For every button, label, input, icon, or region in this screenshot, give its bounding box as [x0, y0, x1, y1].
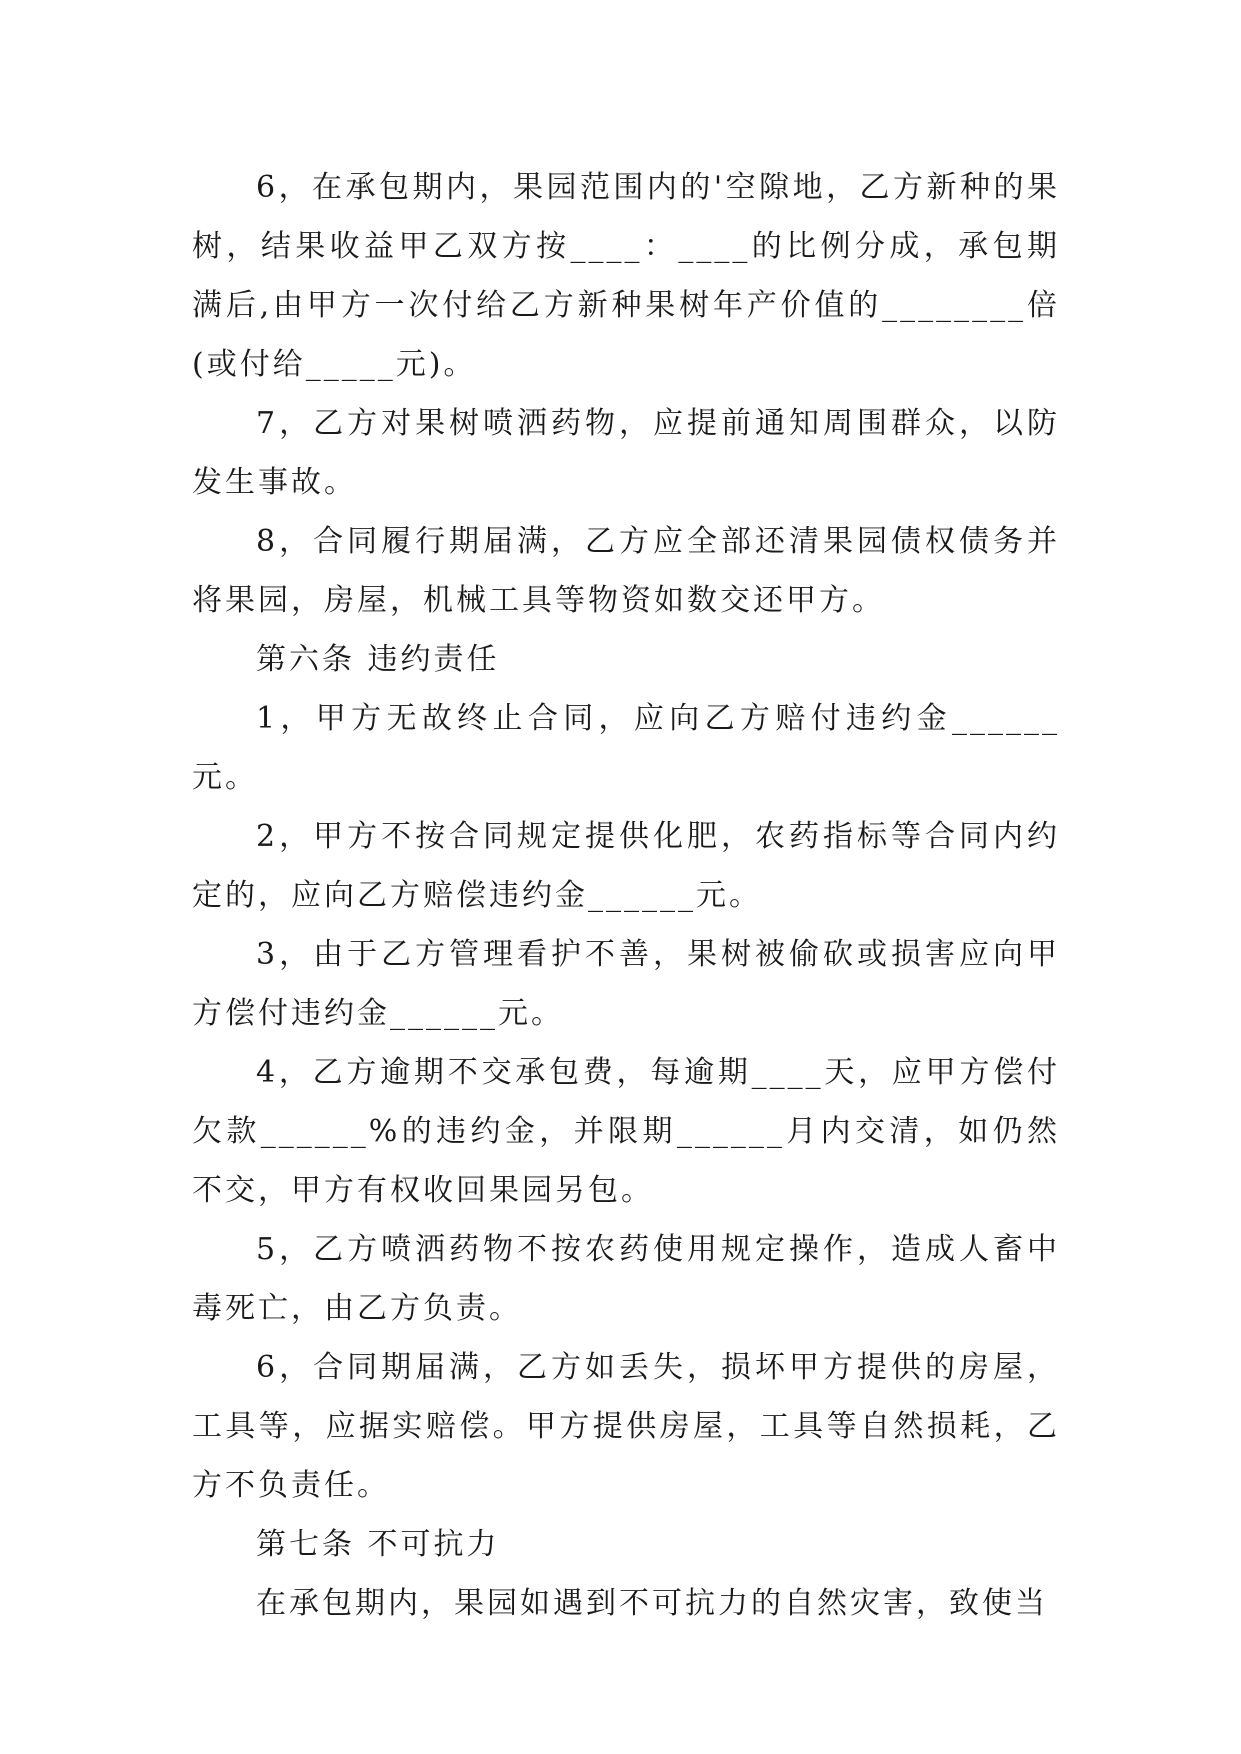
clause-6-4: 4，乙方逾期不交承包费，每逾期____天，应甲方偿付欠款______%的违约金，并限期______月内交清，如仍然不交，甲方有权收回果园另包。 [192, 1055, 1060, 1208]
clause-6-1: 1，甲方无故终止合同，应向乙方赔付违约金______元。 [192, 701, 1060, 795]
article-6-heading: 第六条 违约责任 [256, 642, 500, 677]
clause-5-8: 8，合同履行期届满，乙方应全部还清果园债权债务并将果园，房屋，机械工具等物资如数交还甲方。 [192, 524, 1060, 618]
article-7-heading: 第七条 不可抗力 [256, 1527, 500, 1562]
clause-5-7: 7，乙方对果树喷洒药物，应提前通知周围群众，以防发生事故。 [192, 406, 1060, 500]
clause-5-6: 6，在承包期内，果园范围内的'空隙地，乙方新种的果树，结果收益甲乙双方按____：____的比例分成，承包期满后,由甲方一次付给乙方新种果树年产价值的________倍(或付给_____元)。 [192, 170, 1060, 382]
clause-7-text: 在承包期内，果园如遇到不可抗力的自然灾害，致使当 [256, 1586, 1048, 1621]
clause-6-2: 2，甲方不按合同规定提供化肥，农药指标等合同内约定的，应向乙方赔偿违约金______元。 [192, 819, 1060, 913]
clause-6-5: 5，乙方喷洒药物不按农药使用规定操作，造成人畜中毒死亡，由乙方负责。 [192, 1232, 1060, 1326]
clause-6-6: 6，合同期届满，乙方如丢失，损坏甲方提供的房屋，工具等，应据实赔偿。甲方提供房屋，工具等自然损耗，乙方不负责任。 [192, 1350, 1060, 1503]
document-page [192, 158, 1060, 1633]
clause-6-3: 3，由于乙方管理看护不善，果树被偷砍或损害应向甲方偿付违约金______元。 [192, 937, 1060, 1031]
